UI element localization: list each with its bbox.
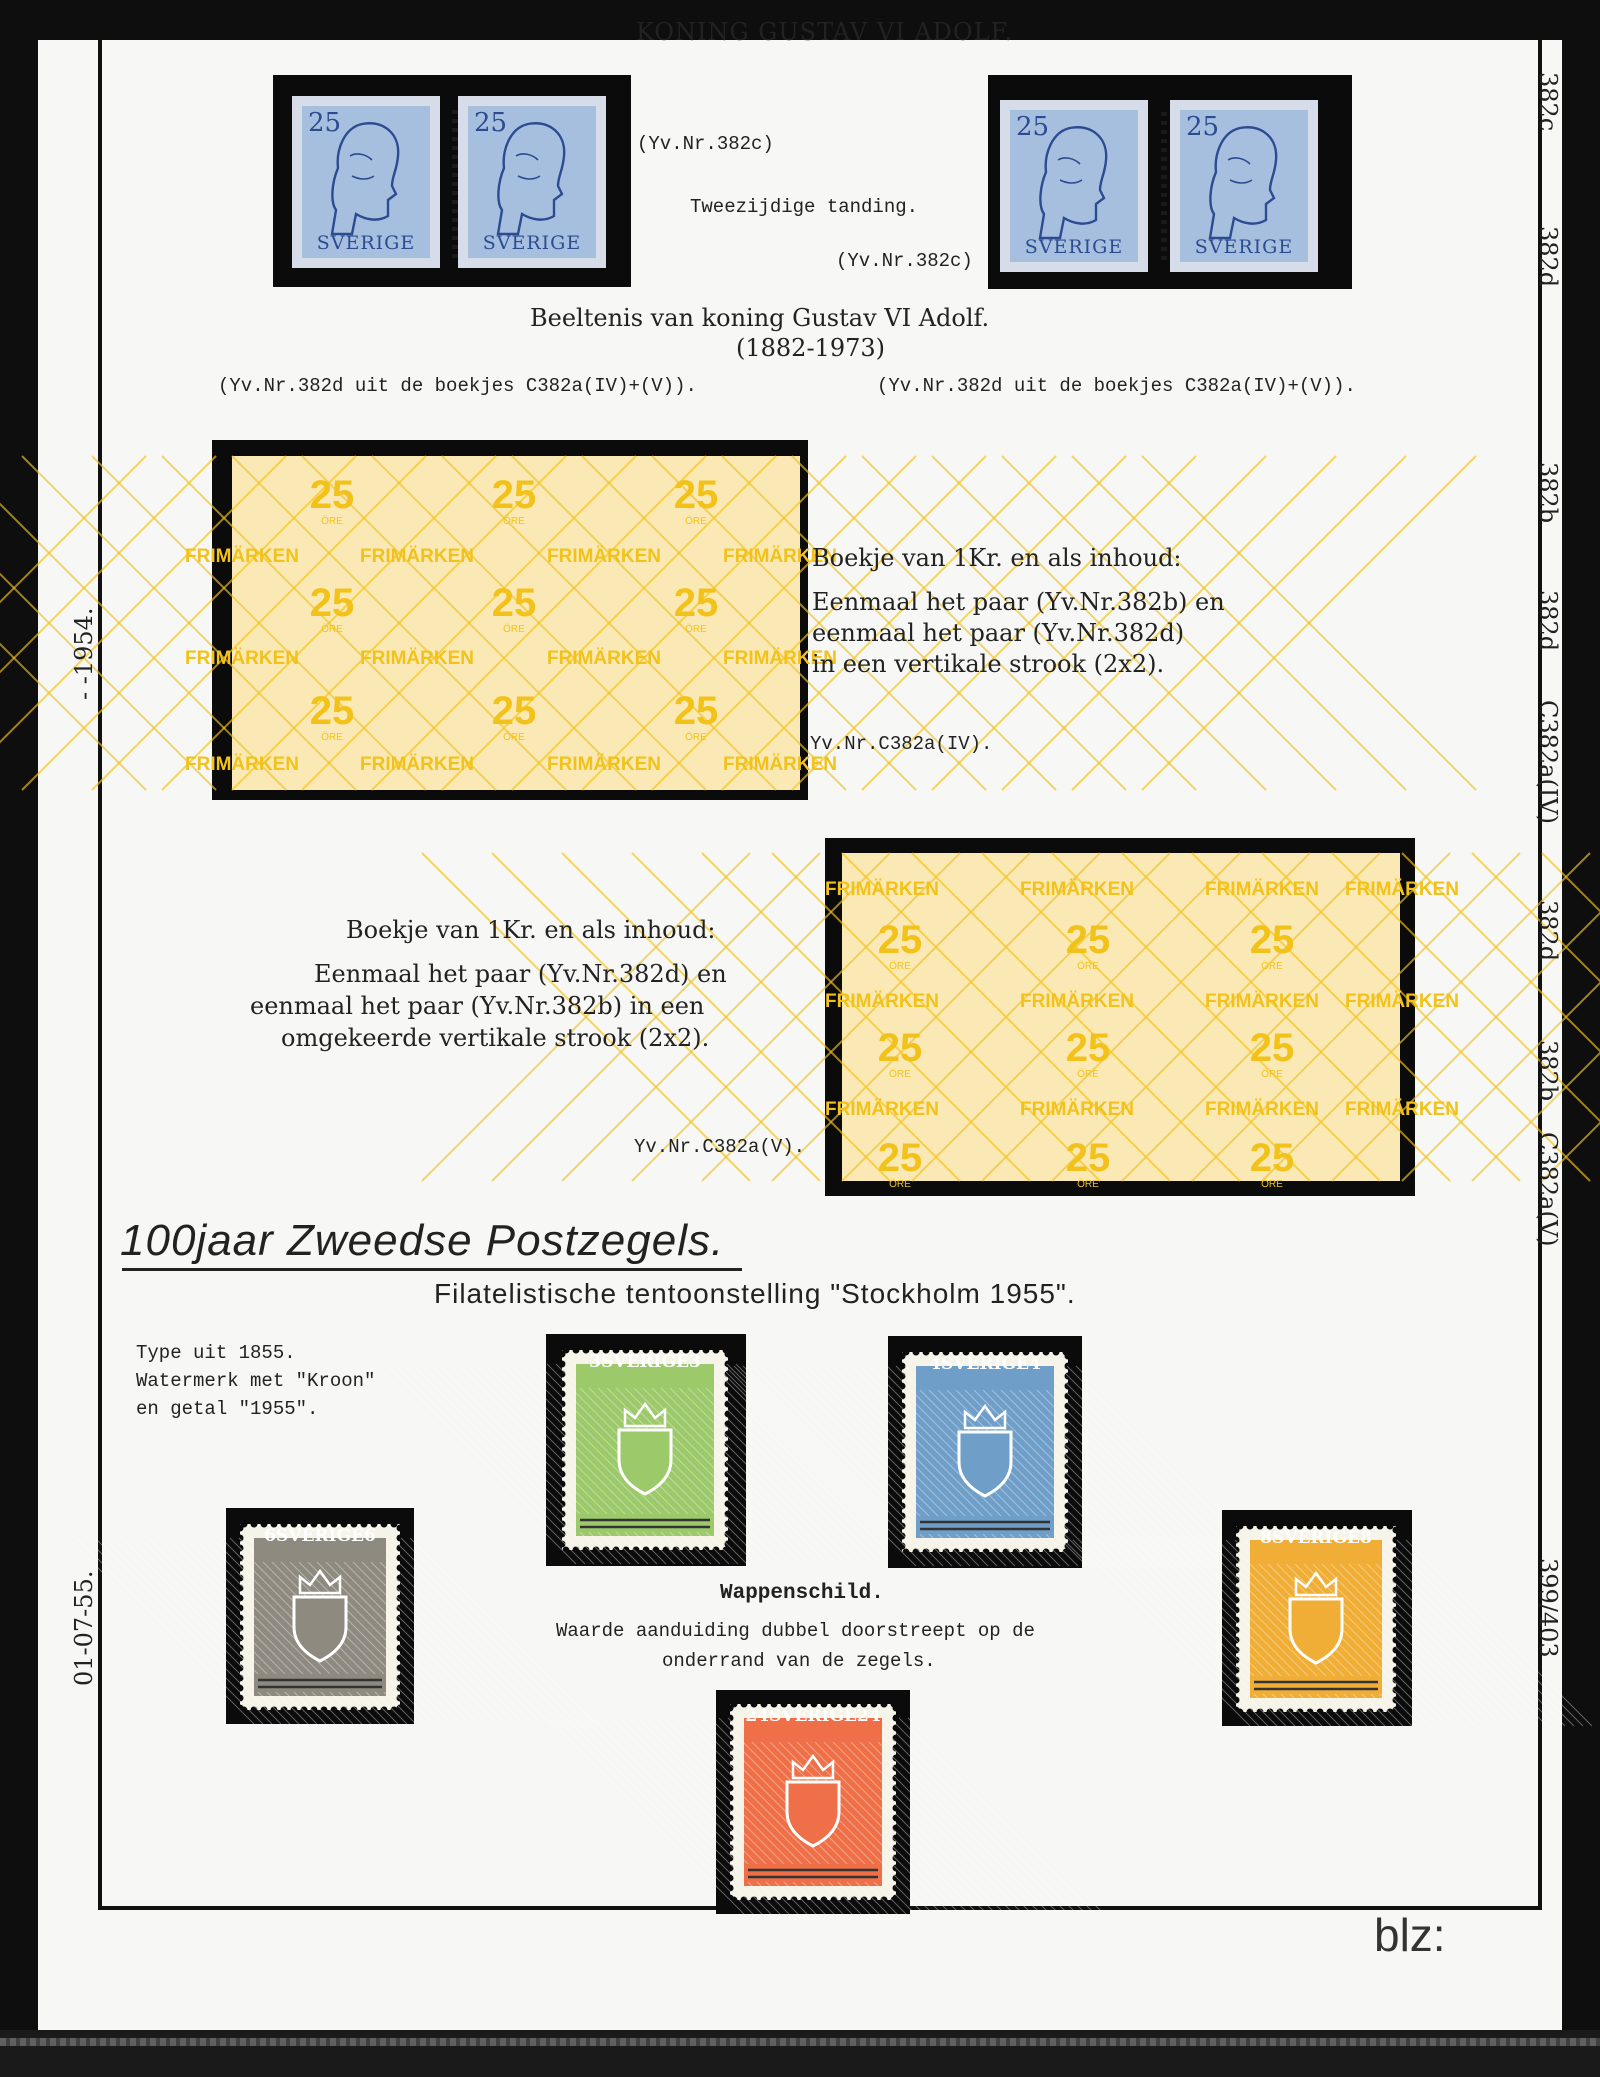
pane-word: FRIMÄRKEN xyxy=(547,546,661,567)
stamp-portrait: 25 SVERIGE xyxy=(458,96,606,268)
type-note-line: en getal "1955". xyxy=(136,1398,319,1420)
pane-unit: ÖRE xyxy=(321,516,343,527)
pane-unit: ÖRE xyxy=(685,516,707,527)
booklet-1-line: Eenmaal het paar (Yv.Nr.382b) en xyxy=(812,588,1225,616)
pane-value: 25 xyxy=(673,581,719,625)
margin-number: 382d xyxy=(1534,590,1562,652)
pane-word: FRIMÄRKEN xyxy=(185,754,299,775)
pane-unit: ÖRE xyxy=(1077,1179,1099,1190)
pane-unit: ÖRE xyxy=(503,516,525,527)
booklet-2-ref: Yv.Nr.C382a(V). xyxy=(634,1136,806,1158)
booklet-pane-graphic xyxy=(185,456,837,790)
page-border-left xyxy=(98,40,102,1910)
pane-unit: ÖRE xyxy=(889,1179,911,1190)
wappen-line: Waarde aanduiding dubbel doorstreept op de xyxy=(556,1620,1035,1642)
stamp-heraldic-24 xyxy=(730,1704,896,1900)
pane-value: 25 xyxy=(1249,1026,1295,1070)
booklet-2-heading: Boekje van 1Kr. en als inhoud: xyxy=(346,916,716,944)
margin-number: 382c xyxy=(1534,72,1562,132)
pane-word: FRIMÄRKEN xyxy=(825,991,939,1012)
booklet-1-line: eenmaal het paar (Yv.Nr.382d) xyxy=(812,619,1185,647)
stamp-portrait: 25 SVERIGE xyxy=(1000,100,1148,272)
pane-word: FRIMÄRKEN xyxy=(1345,991,1459,1012)
pane-value: 25 xyxy=(877,1026,923,1070)
booklet-2-line: Eenmaal het paar (Yv.Nr.382d) en xyxy=(314,960,727,988)
stamp-label: 8SVERIGE8 xyxy=(1260,1528,1372,1548)
caption-ref-right: (Yv.Nr.382c) xyxy=(836,250,973,272)
pane-value: 25 xyxy=(491,473,537,517)
pane-word: FRIMÄRKEN xyxy=(1345,1099,1459,1120)
pane-unit: ÖRE xyxy=(321,624,343,635)
pane-unit: ÖRE xyxy=(1261,1069,1283,1080)
pane-value: 25 xyxy=(1249,1136,1295,1180)
pane-word: FRIMÄRKEN xyxy=(723,648,837,669)
pane-word: FRIMÄRKEN xyxy=(185,648,299,669)
perforation xyxy=(452,110,458,260)
pane-word: FRIMÄRKEN xyxy=(1020,1099,1134,1120)
pane-word: FRIMÄRKEN xyxy=(825,1099,939,1120)
caption-portrait-title: Beeltenis van koning Gustav VI Adolf. xyxy=(530,304,990,332)
pane-value: 25 xyxy=(309,581,355,625)
margin-number: 382d xyxy=(1534,900,1562,962)
type-note-line: Type uit 1855. xyxy=(136,1342,296,1364)
booklet-pane-1 xyxy=(185,456,837,790)
pane-word: FRIMÄRKEN xyxy=(1020,991,1134,1012)
pane-value: 25 xyxy=(309,689,355,733)
pane-value: 25 xyxy=(309,473,355,517)
pane-value: 25 xyxy=(877,918,923,962)
pane-word: FRIMÄRKEN xyxy=(723,546,837,567)
margin-number: 382b xyxy=(1534,462,1562,524)
stamp-heraldic-8 xyxy=(1236,1526,1396,1712)
stamp-heraldic-4 xyxy=(902,1352,1068,1552)
booklet-2-line: omgekeerde vertikale strook (2x2). xyxy=(281,1024,710,1052)
pane-word: FRIMÄRKEN xyxy=(723,754,837,775)
caption-ref-left: (Yv.Nr.382c) xyxy=(637,133,774,155)
bottom-strip-perforation xyxy=(0,2038,1600,2046)
stamp-portrait: 25 SVERIGE xyxy=(1170,100,1318,272)
pane-word: FRIMÄRKEN xyxy=(1205,879,1319,900)
pane-unit: ÖRE xyxy=(685,732,707,743)
coat-of-arms-icon xyxy=(240,1524,400,1710)
coat-of-arms-icon xyxy=(730,1704,896,1900)
margin-number: C382a(V) xyxy=(1534,1132,1562,1247)
pane-word: FRIMÄRKEN xyxy=(360,546,474,567)
pane-unit: ÖRE xyxy=(1261,1179,1283,1190)
pane-unit: ÖRE xyxy=(889,961,911,972)
page-title: KONING GUSTAV VI ADOLF. xyxy=(636,18,1014,46)
coat-of-arms-icon xyxy=(1236,1526,1396,1712)
booklet-1-line: in een vertikale strook (2x2). xyxy=(812,650,1165,678)
pane-unit: ÖRE xyxy=(1077,961,1099,972)
stamp-label: 6SVERIGE6 xyxy=(264,1526,376,1546)
pane-unit: ÖRE xyxy=(503,732,525,743)
pane-unit: ÖRE xyxy=(1077,1069,1099,1080)
stamp-label: 4SVERIGE4 xyxy=(929,1354,1041,1374)
pane-value: 25 xyxy=(1065,1026,1111,1070)
pane-word: FRIMÄRKEN xyxy=(360,754,474,775)
pane-value: 25 xyxy=(673,689,719,733)
booklet-1-heading: Boekje van 1Kr. en als inhoud: xyxy=(812,544,1182,572)
pane-unit: ÖRE xyxy=(889,1069,911,1080)
coat-of-arms-icon xyxy=(562,1350,728,1550)
pane-unit: ÖRE xyxy=(321,732,343,743)
booklet-2-line: eenmaal het paar (Yv.Nr.382b) in een xyxy=(250,992,705,1020)
section-title: 100jaar Zweedse Postzegels. xyxy=(120,1216,725,1265)
section-title-underline xyxy=(122,1268,742,1271)
stamp-portrait: 25 SVERIGE xyxy=(292,96,440,268)
caption-perforation: Tweezijdige tanding. xyxy=(690,196,919,218)
pane-word: FRIMÄRKEN xyxy=(547,648,661,669)
caption-portrait-years: (1882-1973) xyxy=(736,334,885,362)
stamp-label: 24SVERIGE24 xyxy=(745,1706,881,1726)
pane-unit: ÖRE xyxy=(685,624,707,635)
pane-value: 25 xyxy=(491,689,537,733)
pane-word: FRIMÄRKEN xyxy=(547,754,661,775)
pane-word: FRIMÄRKEN xyxy=(1020,879,1134,900)
pane-value: 25 xyxy=(491,581,537,625)
pane-unit: ÖRE xyxy=(503,624,525,635)
perforation xyxy=(1161,112,1167,264)
caption-booklet-ref-left: (Yv.Nr.382d uit de boekjes C382a(IV)+(V)). xyxy=(218,375,697,397)
pane-word: FRIMÄRKEN xyxy=(825,879,939,900)
pane-value: 25 xyxy=(1249,918,1295,962)
pane-word: FRIMÄRKEN xyxy=(1205,991,1319,1012)
pane-word: FRIMÄRKEN xyxy=(185,546,299,567)
stamp-label: 3SVERIGE3 xyxy=(589,1352,701,1372)
margin-number: C382a(IV) xyxy=(1534,700,1562,825)
wappen-line: onderrand van de zegels. xyxy=(662,1650,936,1672)
pane-word: FRIMÄRKEN xyxy=(1205,1099,1319,1120)
pane-value: 25 xyxy=(1065,1136,1111,1180)
pane-word: FRIMÄRKEN xyxy=(360,648,474,669)
type-note-line: Watermerk met "Kroon" xyxy=(136,1370,376,1392)
pane-value: 25 xyxy=(673,473,719,517)
pane-value: 25 xyxy=(877,1136,923,1180)
pane-word: FRIMÄRKEN xyxy=(1345,879,1459,900)
margin-date: - -1954. xyxy=(70,607,98,700)
pane-value: 25 xyxy=(1065,918,1111,962)
margin-number: 399/403 xyxy=(1534,1558,1562,1658)
stamp-heraldic-3 xyxy=(562,1350,728,1550)
section-subtitle: Filatelistische tentoonstelling "Stockholm 1955". xyxy=(434,1278,1076,1309)
booklet-pane-graphic xyxy=(825,853,1459,1190)
stamp-heraldic-6 xyxy=(240,1524,400,1710)
booklet-1-ref: Yv.Nr.C382a(IV). xyxy=(810,733,993,755)
margin-date: 01-07-55. xyxy=(70,1570,98,1686)
margin-number: 382d xyxy=(1534,226,1562,288)
caption-booklet-ref-right: (Yv.Nr.382d uit de boekjes C382a(IV)+(V)). xyxy=(877,375,1356,397)
coat-of-arms-icon xyxy=(902,1352,1068,1552)
booklet-pane-2 xyxy=(825,853,1459,1190)
margin-number: 382b xyxy=(1534,1040,1562,1102)
page-number-label: blz: xyxy=(1374,1909,1446,1961)
pane-unit: ÖRE xyxy=(1261,961,1283,972)
wappen-title: Wappenschild. xyxy=(720,1582,884,1605)
